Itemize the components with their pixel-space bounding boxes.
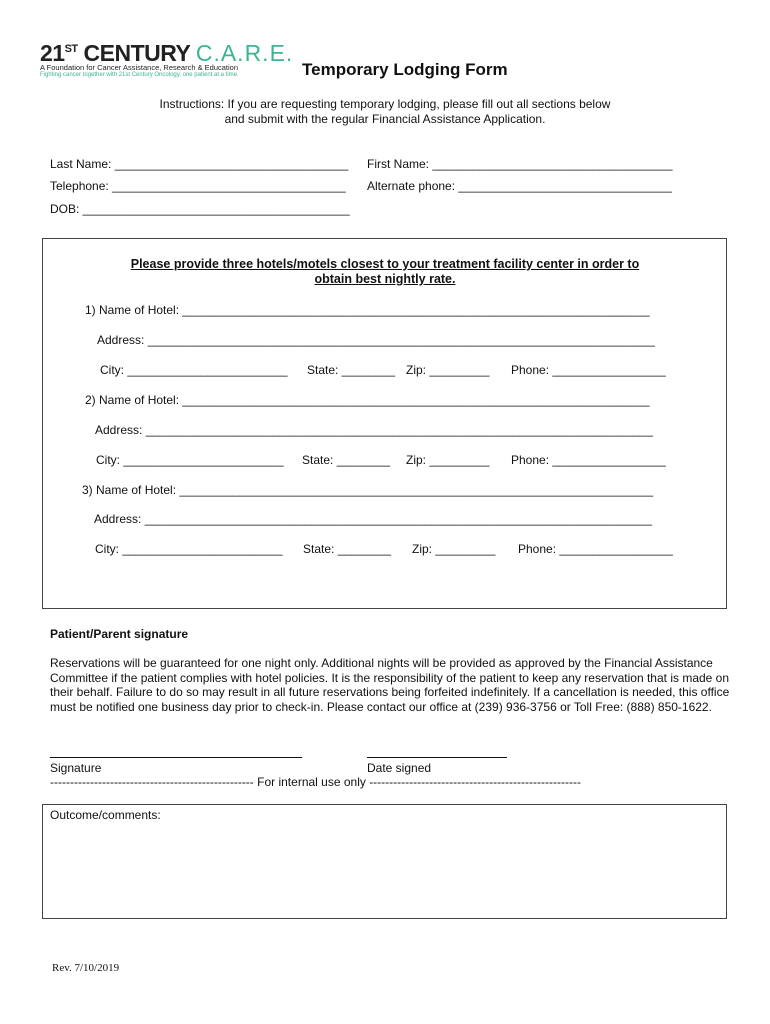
hotel-1-name-field[interactable]: 1) Name of Hotel: ______________________________________________________________________ [85,303,650,317]
patient-signature-heading: Patient/Parent signature [50,627,189,641]
date-signed-line[interactable] [367,757,507,758]
hotel-2-city-field[interactable]: City: ________________________ [96,453,284,467]
logo-care: C.A.R.E. [195,40,294,66]
logo-subtagline: Fighting cancer together with 21st Century Oncology, one patient at a time. [40,72,239,78]
logo-century: CENTURY [77,40,196,66]
internal-use-divider: --------------------------------------------------- For internal use only ----------------------------------------------------- [50,775,581,789]
logo-tagline: A Foundation for Cancer Assistance, Research & Education [40,63,239,72]
hotel-3-city-field[interactable]: City: ________________________ [95,542,283,556]
hotel-2-name-field[interactable]: 2) Name of Hotel: ______________________________________________________________________ [85,393,650,407]
signature-line[interactable] [50,757,302,758]
instructions-line-1: Instructions: If you are requesting temporary lodging, please fill out all sections below [159,97,611,111]
hotel-1-state-field[interactable]: State: ________ [307,363,396,377]
hotel-2-state-field[interactable]: State: ________ [302,453,391,467]
hotel-1-address-field[interactable]: Address: ____________________________________________________________________________ [97,333,655,347]
telephone-field[interactable]: Telephone: ___________________________________ [50,179,346,193]
revision-date: Rev. 7/10/2019 [52,962,120,974]
hotel-3-phone-field[interactable]: Phone: _________________ [518,542,673,556]
last-name-field[interactable]: Last Name: ___________________________________ [50,157,349,171]
hotel-1-zip-field[interactable]: Zip: _________ [406,363,490,377]
hotel-3-name-field[interactable]: 3) Name of Hotel: _______________________________________________________________________ [82,483,654,497]
hotel-2-zip-field[interactable]: Zip: _________ [406,453,490,467]
page-title: Temporary Lodging Form [302,60,508,79]
hotel-2-address-field[interactable]: Address: ____________________________________________________________________________ [95,423,653,437]
hotel-2-phone-field[interactable]: Phone: _________________ [511,453,666,467]
hotel-3-zip-field[interactable]: Zip: _________ [412,542,496,556]
signature-label: Signature [50,761,102,775]
hotels-heading-line-1: Please provide three hotels/motels closest to your treatment facility center in order to [130,257,640,271]
hotels-heading-line-2: obtain best nightly rate. [314,272,456,286]
hotel-1-city-field[interactable]: City: ________________________ [100,363,288,377]
logo-number: 21 [40,40,65,66]
outcome-comments-label: Outcome/comments: [50,808,161,822]
hotel-1-phone-field[interactable]: Phone: _________________ [511,363,666,377]
dob-field[interactable]: DOB: ________________________________________ [50,202,350,216]
reservation-policy-paragraph: Reservations will be guaranteed for one night only. Additional nights will be provided as approved by the Financial Assistance Committee if the patient complies with hotel policies. It is the responsibility of the patient to keep any reservation that is made on their behalf. Failure to do so may result in all future reservations being forfeited indefinitely. If a cancellation is needed, this office must be notified one business day prior to check-in. Please contact our office at (239) 936-3756 or Toll Free: (888) 850-1622. [50,656,730,714]
instructions-line-2: and submit with the regular Financial Assistance Application. [224,112,546,126]
hotel-3-address-field[interactable]: Address: ____________________________________________________________________________ [94,512,652,526]
first-name-field[interactable]: First Name: ____________________________________ [367,157,673,171]
alternate-phone-field[interactable]: Alternate phone: ________________________________ [367,179,672,193]
hotel-3-state-field[interactable]: State: ________ [303,542,392,556]
date-signed-label: Date signed [367,761,432,775]
logo-superscript: ST [64,43,78,55]
